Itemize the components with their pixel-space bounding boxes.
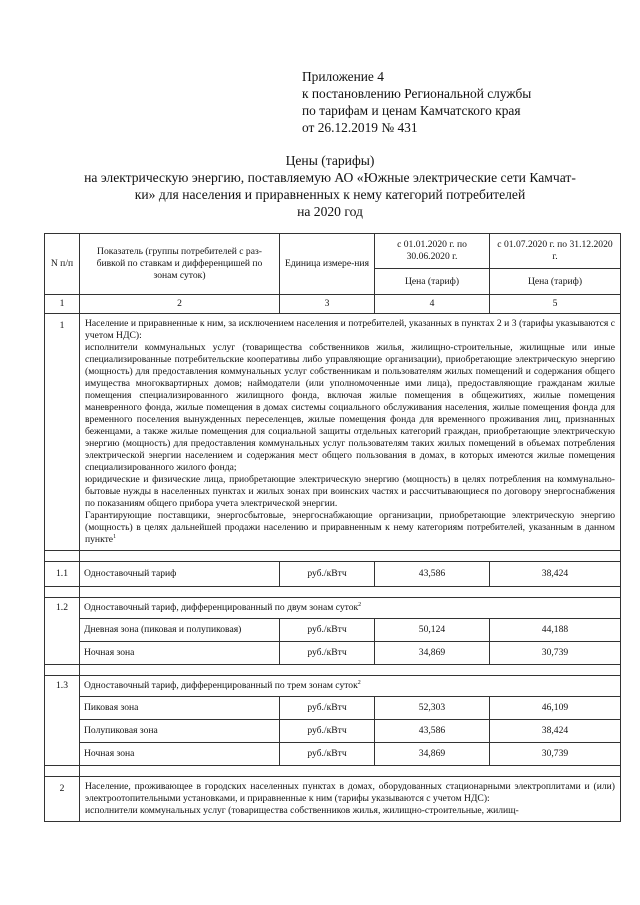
appendix-line: к постановлению Региональной службы (302, 86, 532, 101)
row-value-period2: 38,424 (490, 562, 621, 587)
table-header-row (45, 234, 621, 269)
row-unit: руб./кВтч (280, 743, 375, 766)
row-value-period1: 34,869 (375, 743, 490, 766)
table-row-1-1 (45, 562, 621, 587)
table-row (45, 619, 621, 642)
row-description (80, 314, 621, 551)
tariff-table (44, 233, 621, 822)
footnote-mark: 1 (113, 533, 117, 540)
column-number: 3 (280, 295, 375, 314)
zone-label: Полупиковая зона (80, 720, 280, 743)
row-description (80, 777, 621, 822)
description-paragraph: исполнители коммунальных услуг (товарищества собственников жилья, жилищно-строительные, жилищ- (85, 805, 519, 816)
row-num: 1.1 (45, 562, 80, 587)
row-spacer (45, 551, 621, 562)
group-label: Одноставочный тариф, дифференцированный по трем зонам суток (84, 680, 358, 691)
row-label (80, 676, 621, 697)
title-line: Цены (тарифы) (285, 153, 375, 168)
table-row (45, 697, 621, 720)
zone-label: Дневная зона (пиковая и полупиковая) (80, 619, 280, 642)
zone-label: Пиковая зона (80, 697, 280, 720)
document-title (40, 152, 620, 220)
row-num: 1.3 (45, 676, 80, 766)
row-value-period2: 38,424 (490, 720, 621, 743)
zone-label: Ночная зона (80, 743, 280, 766)
header-price1: Цена (тариф) (375, 269, 490, 295)
row-value-period1: 43,586 (375, 562, 490, 587)
column-number: 4 (375, 295, 490, 314)
row-value-period1: 34,869 (375, 642, 490, 665)
table-row (45, 642, 621, 665)
row-value-period2: 46,109 (490, 697, 621, 720)
table-row-2 (45, 777, 621, 822)
appendix-line: Приложение 4 (302, 69, 384, 84)
footnote-mark: 2 (357, 679, 361, 686)
column-number-row (45, 295, 621, 314)
title-line: на электрическую энергию, поставляемую АО «Южные электрические сети Камчат- (84, 170, 576, 185)
row-unit: руб./кВтч (280, 619, 375, 642)
row-label: Одноставочный тариф (80, 562, 280, 587)
zone-label: Ночная зона (80, 642, 280, 665)
row-value-period1: 52,303 (375, 697, 490, 720)
header-num: N п/п (45, 234, 80, 295)
row-unit: руб./кВтч (280, 642, 375, 665)
title-line: ки» для населения и приравненных к нему категорий потребителей (134, 187, 526, 202)
footnote-mark: 2 (358, 601, 362, 608)
row-num: 1.2 (45, 598, 80, 665)
header-period2: с 01.07.2020 г. по 31.12.2020 г. (490, 234, 621, 269)
row-value-period1: 50,124 (375, 619, 490, 642)
row-spacer (45, 766, 621, 777)
header-indicator: Показатель (группы потребителей с раз-бивкой по ставкам и дифференцишей по зонам суток) (80, 234, 280, 295)
table-row (45, 720, 621, 743)
row-value-period1: 43,586 (375, 720, 490, 743)
row-value-period2: 44,188 (490, 619, 621, 642)
description-paragraph: Население, проживающее в городских населенных пунктах в домах, оборудованных стационарными электроплитами и (или) электроотопительными установками, и приравненные к ним (тарифы указываются с учетом НДС): (85, 781, 615, 804)
row-value-period2: 30,739 (490, 743, 621, 766)
description-paragraph: юридические и физические лица, приобретающие электрическую энергию (мощность) в целях потребления на коммунально-бытовые нужды в населенных пунктах и жилых зонах при воинских частях и рассчитывающиеся по договору энергоснабжения по показаниям общего прибора учета электрической энергии. (85, 474, 615, 509)
table-row (45, 743, 621, 766)
row-label (80, 598, 621, 619)
table-row-1 (45, 314, 621, 551)
row-num: 1 (45, 314, 80, 551)
row-value-period2: 30,739 (490, 642, 621, 665)
header-price2: Цена (тариф) (490, 269, 621, 295)
header-period1: с 01.01.2020 г. по 30.06.2020 г. (375, 234, 490, 269)
row-num: 2 (45, 777, 80, 822)
header-unit: Единица измере-ния (280, 234, 375, 295)
row-spacer (45, 587, 621, 598)
appendix-line: по тарифам и ценам Камчатского края (302, 103, 521, 118)
description-paragraph: Население и приравненные к ним, за исключением населения и потребителей, указанных в пунктах 2 и 3 (тарифы указываются с учетом НДС): (85, 318, 615, 341)
table-row-1-2 (45, 598, 621, 619)
description-paragraph (85, 510, 615, 546)
paragraph-text: Гарантирующие поставщики, энергосбытовые, энергоснабжающие организации, приобретающие электрическую энергию (мощность) в целях дальнейшей продажи населению и приравненным к нему категориям потребителей, указанным в данном пункте (85, 510, 615, 545)
group-label: Одноставочный тариф, дифференцированный по двум зонам суток (84, 602, 359, 613)
row-unit: руб./кВтч (280, 697, 375, 720)
column-number: 2 (80, 295, 280, 314)
row-unit: руб./кВтч (280, 720, 375, 743)
appendix-line: от 26.12.2019 № 431 (302, 120, 418, 135)
row-unit: руб./кВтч (280, 562, 375, 587)
column-number: 1 (45, 295, 80, 314)
title-line: на 2020 год (297, 204, 363, 219)
column-number: 5 (490, 295, 621, 314)
appendix-block (302, 68, 602, 136)
table-row-1-3 (45, 676, 621, 697)
description-paragraph: исполнители коммунальных услуг (товарищества собственников жилья, жилищно-строительные, жилищные или иные специализированные потребительские кооперативы либо управляющие организации), приобретающие электрическую энергию (мощность) для предоставления коммунальных услуг собственникам и пользователям жилых помещений и содержания общего имущества многоквартирных домов; наймодатели (или уполномоченные ими лица), предоставляющие гражданам жилые помещения специализированного жилищного фонда, включая жилые помещения в общежитиях, жилые помещения маневренного фонда, жилые помещения в домах системы социального обслуживания населения, жилые помещения фонда для временного поселения вынужденных переселенцев, жилые помещения фонда для временного проживания лиц, признанных беженцами, а также жилые помещения для социальной защиты отдельных категорий граждан, приобретающие электрическую энергию (мощность) для предоставления коммунальных услуг пользователям таких жилых помещений в объемах потребления электрической энергии населением и содержания мест общего пользования в домах, в которых имеются жилые помещения специализированного жилого фонда; (85, 342, 615, 473)
row-spacer (45, 665, 621, 676)
